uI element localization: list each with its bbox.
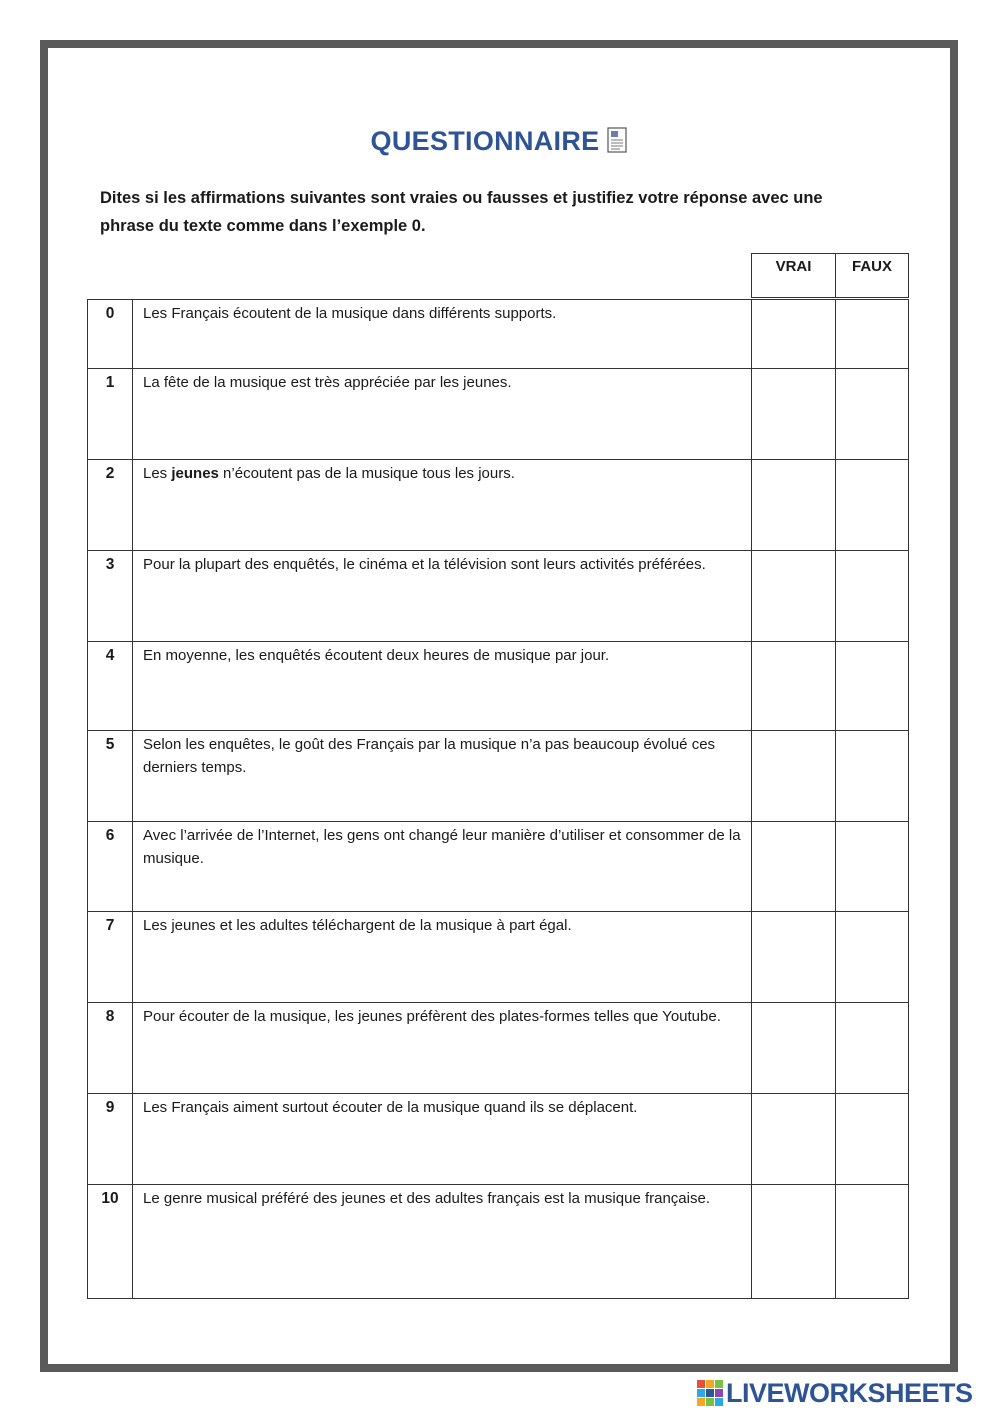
table-row	[88, 551, 909, 642]
question-statement	[133, 1003, 752, 1094]
table-row	[88, 1003, 909, 1094]
document-icon	[607, 127, 627, 153]
vrai-answer-box[interactable]	[752, 1185, 836, 1299]
vrai-answer-box[interactable]	[752, 369, 836, 460]
question-number: 5	[88, 731, 133, 822]
question-number: 0	[88, 300, 133, 369]
faux-answer-box[interactable]	[836, 551, 909, 642]
statement-text: La fête de la musique est très appréciée par les jeunes.	[143, 374, 512, 391]
vrai-header: VRAI	[752, 254, 836, 298]
vrai-answer-box[interactable]	[752, 1094, 836, 1185]
faux-answer-box[interactable]	[836, 912, 909, 1003]
faux-answer-box[interactable]	[836, 642, 909, 731]
statement-text-end: n’écoutent pas de la musique tous les jours.	[218, 465, 515, 482]
question-statement	[133, 1094, 752, 1185]
logo-tile	[706, 1389, 714, 1397]
statement-text: Le genre musical préféré des jeunes et des adultes français est la musique française.	[143, 1190, 710, 1207]
question-number: 7	[88, 912, 133, 1003]
vrai-answer-box[interactable]	[752, 551, 836, 642]
statement-text: Les	[143, 465, 172, 482]
logo-tile	[697, 1380, 705, 1388]
vrai-answer-box[interactable]	[752, 731, 836, 822]
table-row	[88, 822, 909, 912]
logo-tile	[697, 1398, 705, 1406]
statement-text: Les jeunes et les adultes téléchargent de la musique à part égal.	[143, 917, 572, 934]
question-number: 4	[88, 642, 133, 731]
instructions: Dites si les affirmations suivantes sont vraies ou fausses et justifiez votre réponse avec une phrase du texte comme dans l’exemple 0.	[100, 189, 823, 235]
statement-text: Les Français aiment surtout écouter de la musique quand ils se déplacent.	[143, 1099, 638, 1116]
question-number: 8	[88, 1003, 133, 1094]
liveworksheets-logo	[697, 1378, 973, 1408]
question-number: 6	[88, 822, 133, 912]
question-number: 3	[88, 551, 133, 642]
question-statement	[133, 912, 752, 1003]
faux-answer-box[interactable]	[836, 822, 909, 912]
statement-text: Les Français écoutent de la musique dans différents supports.	[143, 305, 557, 322]
question-statement	[133, 551, 752, 642]
table-row	[88, 1094, 909, 1185]
question-statement	[133, 369, 752, 460]
statement-text: Avec l’arrivée de l’Internet, les gens ont changé leur manière d’utiliser et consommer de la musique.	[143, 827, 741, 867]
vrai-answer-box[interactable]	[752, 1003, 836, 1094]
worksheet-frame	[40, 40, 958, 1372]
question-statement	[133, 642, 752, 731]
vrai-answer-box[interactable]	[752, 300, 836, 369]
table-row	[88, 912, 909, 1003]
faux-answer-box[interactable]	[836, 300, 909, 369]
vrai-answer-box[interactable]	[752, 642, 836, 731]
vrai-answer-box[interactable]	[752, 822, 836, 912]
logo-tile	[706, 1398, 714, 1406]
faux-answer-box[interactable]	[836, 369, 909, 460]
statement-text: Selon les enquêtes, le goût des Français par la musique n’a pas beaucoup évolué ces derniers temps.	[143, 736, 716, 776]
question-statement	[133, 822, 752, 912]
question-number: 9	[88, 1094, 133, 1185]
table-row	[88, 300, 909, 369]
faux-answer-box[interactable]	[836, 460, 909, 551]
answer-column-headers	[751, 253, 909, 298]
table-row	[88, 731, 909, 822]
table-row	[88, 642, 909, 731]
statement-text: Pour écouter de la musique, les jeunes préfèrent des plates-formes telles que Youtube.	[143, 1008, 721, 1025]
logo-brand-text: LIVEWORKSHEETS	[726, 1377, 973, 1408]
question-number: 1	[88, 369, 133, 460]
question-statement	[133, 300, 752, 369]
question-statement	[133, 731, 752, 822]
vrai-answer-box[interactable]	[752, 912, 836, 1003]
question-statement	[133, 460, 752, 551]
statement-emphasis: jeunes	[171, 465, 219, 482]
statement-text: En moyenne, les enquêtés écoutent deux heures de musique par jour.	[143, 647, 610, 664]
logo-grid-icon	[697, 1380, 723, 1406]
question-number: 10	[88, 1185, 133, 1299]
table-row	[88, 1185, 909, 1299]
question-statement	[133, 1185, 752, 1299]
question-number: 2	[88, 460, 133, 551]
logo-tile	[715, 1398, 723, 1406]
table-row	[88, 460, 909, 551]
logo-tile	[706, 1380, 714, 1388]
faux-answer-box[interactable]	[836, 1185, 909, 1299]
vrai-answer-box[interactable]	[752, 460, 836, 551]
faux-answer-box[interactable]	[836, 1003, 909, 1094]
page-title-row	[48, 126, 950, 157]
page-title: QUESTIONNAIRE	[370, 126, 600, 156]
faux-answer-box[interactable]	[836, 731, 909, 822]
faux-answer-box[interactable]	[836, 1094, 909, 1185]
faux-header: FAUX	[836, 254, 909, 298]
logo-tile	[697, 1389, 705, 1397]
logo-tile	[715, 1389, 723, 1397]
statement-text: Pour la plupart des enquêtés, le cinéma et la télévision sont leurs activités préférées.	[143, 556, 706, 573]
questions-table	[87, 299, 909, 1299]
logo-tile	[715, 1380, 723, 1388]
table-row	[88, 369, 909, 460]
